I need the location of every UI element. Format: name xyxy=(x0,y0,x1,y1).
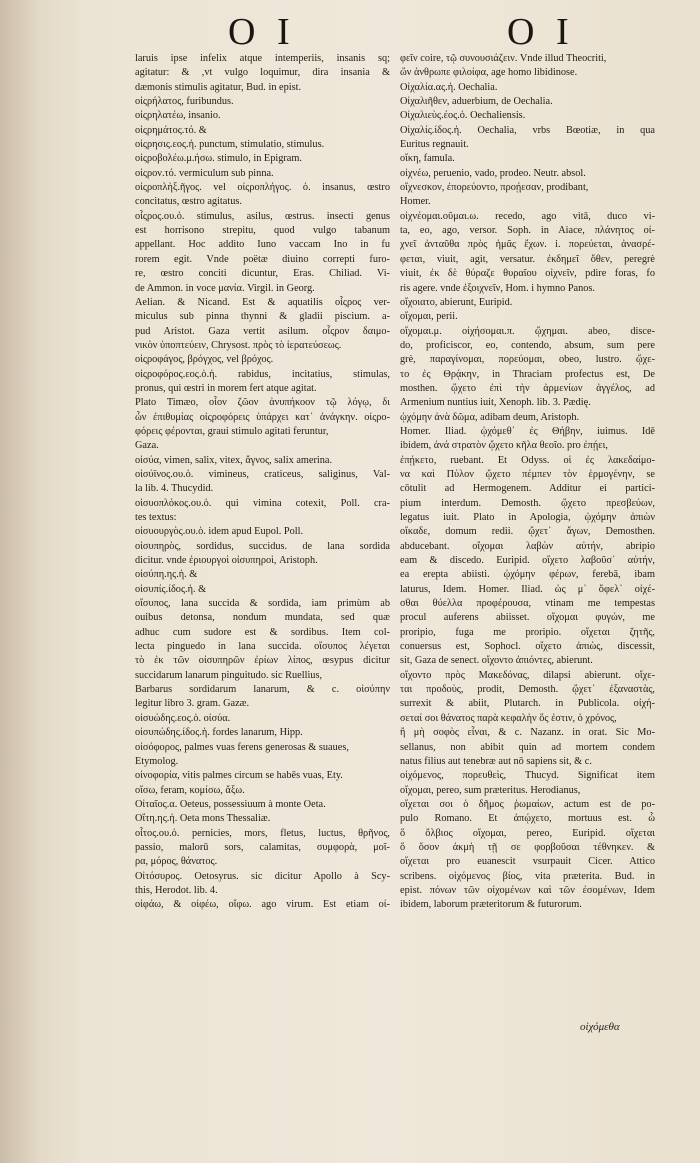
text-line: de Ammon. in voce μανία. Virgil. in Georg. xyxy=(135,282,315,294)
text-line: οἰφάω, & οἰφέω, οἴφω. ago virum. Est etiam οἰ- xyxy=(135,899,390,911)
text-line: est horrisono strepitu, quod vulgo tabanum xyxy=(135,225,390,237)
text-line: οἴχοιατο, abierunt, Euripid. xyxy=(400,296,513,308)
text-line: οἴκαδε, domum redii. ᾤχετ᾽ ἄγων, Demosthen. xyxy=(400,526,655,538)
text-line: οἰσυπίς.ίδος.ἡ. & xyxy=(135,583,207,595)
text-line: Οἰτόσυρος. Oetosyrus. sic dicitur Apollo à Scy- xyxy=(135,870,390,882)
text-line: viuit, ἐκ δὲ θύραζε θυραῖου οἰχνεῖν, pdire foras, fo xyxy=(400,268,655,280)
text-line: epist. πόνων τῶν οἰχομένων καὶ τῶν ἐσομένων, Idem xyxy=(400,884,655,896)
text-line: ἢ μὴ σοφὸς εἶναι, & c. Nazanz. in orat. Sic Mo- xyxy=(400,727,655,739)
spine-shadow xyxy=(0,0,40,1163)
text-line: οἰχνέομαι.οῦμαι.ω. recedo, ago vitā, duco vi- xyxy=(400,210,655,222)
text-line: procul auferens abiisset. οἴχομαι φυγών, me xyxy=(400,612,655,624)
catchword: οἰχόμεθα xyxy=(580,1021,620,1033)
text-line: οἰνοφορία, vitis palmes circum se habēs vuas, Ety. xyxy=(135,770,343,782)
text-line: miculus sub pinna thynni & gladii piscium. a- xyxy=(135,311,390,323)
text-line: οἴχεται pro euanescit vsurpauit Cicer. Attico xyxy=(400,856,655,868)
text-line: Homer. Iliad. ᾠχόμεθ᾽ ἐς Θήβην, iuimus. Idē xyxy=(400,425,655,437)
text-line: οἰσυοπλόκος.ου.ὁ. qui vimina cotexit, Poll. cra- xyxy=(135,497,390,509)
text-line: οἴχοντο πρὸς Μακεδόνας, dilapsi abierunt. οἴχε- xyxy=(400,669,655,681)
text-line: grè, παραγίνομαι, πορεύομαι, obeo, lustro. ᾤχε- xyxy=(400,354,655,366)
text-line: ea erepta abiisti. ᾠχόμην φέρων, ferebā, ibam xyxy=(400,569,655,581)
text-line: οἶςρος.ου.ὁ. stimulus, asilus, œstrus. insecti genus xyxy=(135,210,390,222)
text-line: pium interdum. Demosth. ᾤχετο πρεσβεύων, xyxy=(400,497,655,509)
text-line: οἴσυπος, lana succida & sordida, iam primùm ab xyxy=(135,598,390,610)
text-line: ᾠχόμην ἀνὰ δῶμα, adibam deum, Aristoph. xyxy=(400,411,580,423)
text-line: οἰσόφορος, palmes vuas ferens generosas & suaues, xyxy=(135,741,349,753)
text-line: Οἰταῖος.α. Oeteus, possessiuum à monte Oeta. xyxy=(135,798,326,810)
text-line: rorem egit. Vnde poëtæ diuino correpti furo- xyxy=(135,253,390,265)
text-line: Plato Timæo, οἷον ζῶον ἀνυπήκοον τῷ λόγῳ, δι xyxy=(135,397,390,409)
text-line: la lib. 4. Thucydid. xyxy=(135,483,214,495)
text-line: conuersus est, Sophocl. οἴχετο ἀπιὼς, discessit, xyxy=(400,641,655,653)
text-line: Οἰχαλιεὺς.έος.ὁ. Oechaliensis. xyxy=(400,110,526,122)
text-line: οἰςροφόρος.εος.ὁ.ἡ. rabidus, incitatius, stimulas, xyxy=(135,368,390,380)
text-line: ὧν ἐπιθυμίας οἰςροφόρεις ὑπάρχει κατ᾽ ἀνάγκην. οἰςρο- xyxy=(135,411,390,423)
text-line: pud Aristot. Gaza vertit asilum. οἶςρον δαιμο- xyxy=(135,325,390,337)
text-line: dicitur. vnde ἐριουργοὶ οἰσυπηροὶ, Aristoph. xyxy=(135,555,318,567)
running-head-left: O I xyxy=(228,11,296,53)
text-line: οἰςροπλὴξ.ῆγος. vel οἰςροπλήγος. ὁ. insanus, œstro xyxy=(135,182,390,194)
text-line: natus filius aut tenebræ aut nō sapiens sit, & c. xyxy=(400,755,592,767)
text-line: να καὶ Πύλον ᾤχετο πέμπεν τὸν ἑρμογένην, se xyxy=(400,468,655,480)
text-line: Gaza. xyxy=(135,440,159,452)
text-line: this, Herodot. lib. 4. xyxy=(135,884,218,896)
text-line: οἴχνεσκον, ἐπορεύοντο, προῄεσαν, prodibant, xyxy=(400,182,589,194)
text-line: οἰςρησις.εος.ἡ. punctum, stimulatio, stimulus. xyxy=(135,139,325,151)
text-line: σθαι θύελλα προφέρουσα, vtinam me tempestas xyxy=(400,598,655,610)
text-line: νικὸν ὑποπτεύειν, Chrysost. πρὸς τὸ ἱερατεύσεως. xyxy=(135,339,342,351)
text-line: οἰσυώδης.εος.ὁ. οἰσύα. xyxy=(135,712,231,724)
text-line: dæmonis stimulis agitatur, Bud. in epist. xyxy=(135,81,302,93)
text-line: οἰσυουργὸς.ου.ὁ. idem apud Eupol. Poll. xyxy=(135,526,304,538)
text-line: ρα, μόρος, θάνατος. xyxy=(135,856,218,868)
text-line: Euritus regnauit. xyxy=(400,139,469,151)
text-line: ἐπῄκετο, ruebant. Et Odyss. οἱ ἐς λακεδαίμο- xyxy=(400,454,655,466)
text-line: eam & discedo. Euripid. οἴχετο λαβοῦσ᾽ αὐτήν, xyxy=(400,555,655,567)
text-line: sellanus, non abibit quin ad mortem condem xyxy=(400,741,655,753)
text-line: Οἴτη.ης.ἡ. Oeta mons Thessaliæ. xyxy=(135,813,271,825)
text-line: laturus, Idem. Homer. Iliad. ὡς μ᾽ ὄφελ᾽ οἰχέ- xyxy=(400,583,655,595)
text-line: sit, Gaza de senect. οἴχοντο ἀπιόντες, abierunt. xyxy=(400,655,593,667)
text-line: οἴχεται σοι ὁ δῆμος ῥωμαίων, actum est de po- xyxy=(400,798,655,810)
text-line: abducebant. οἴχομαι λαβὼν αὐτήν, abripio xyxy=(400,540,655,552)
text-line: scribens. οἰχόμενος βίος, vita præterita. Bud. in xyxy=(400,870,655,882)
text-line: proripio, fuga me proripio. οἴχεται ζητῆς, xyxy=(400,626,655,638)
text-line: οἰςροβολέω.μ.ήσω. stimulo, in Epigram. xyxy=(135,153,302,165)
text-line: surrexit & abiit, Plutarch. in Publicola. οἰχή- xyxy=(400,698,655,710)
text-line: Etymolog. xyxy=(135,755,179,767)
text-line: legatus iuit. Plato in Apologia, ᾠχόμην ἀπιὼν xyxy=(400,512,655,523)
text-line: Aelian. & Nicand. Est & aquatilis οἶςρος ver- xyxy=(135,296,390,308)
text-line: ta, eo, ago, versor. Soph. in Aiace, πλάνητος οἰ- xyxy=(400,225,655,237)
text-line: laruis ipse infelix atque intemperiis, insanis sq; xyxy=(135,53,390,64)
text-line: οἰσύϊνος.ου.ὁ. vimineus, craticeus, saliginus, Val- xyxy=(135,468,390,480)
text-line: οἴχομαι, perii. xyxy=(400,311,458,323)
text-line: Barbarus sordidarum lanarum, & c. οἰσύπην xyxy=(135,684,390,696)
text-line: cōtulit ad Hermogenem. Additur ei partici- xyxy=(400,483,655,495)
text-line: οἴχομαι.μ. οἰχήσομαι.π. ᾤχημαι. abeo, disce- xyxy=(400,325,655,337)
text-line: τὸ ἐκ τῶν οἰσυπηρῶν ἐρίων λίπος, œsypus dicitur xyxy=(135,655,390,667)
text-line: Οἰχαλία.ας.ἡ. Oechalia. xyxy=(400,81,498,93)
text-line: οἰσύα, vimen, salix, vitex, ἄγνος, salix amerina. xyxy=(135,454,333,466)
text-line: φόρεις φέρονται, graui stimulo agitati feruntur, xyxy=(135,425,329,437)
text-line: οἶτος.ου.ὁ. pernicies, mors, fletus, luctus, θρῆνος, xyxy=(135,827,390,839)
text-line: ris agere. vnde ἐξοιχνεῖν, Hom. i hymno Panos. xyxy=(400,282,596,294)
text-line: pronus, qui œstri in morem fert atque agitat. xyxy=(135,382,317,394)
text-line: re, œstro conciti dicuntur, Eras. Chiliad. Vi- xyxy=(135,268,390,280)
text-line: οἴκη, famula. xyxy=(400,153,455,165)
text-line: Homer. xyxy=(400,196,431,208)
text-line: appellant. Hoc addito Iuno vaccam Ino in fu xyxy=(135,239,390,251)
text-line: σεταί σοι θάνατος παρὰ κεφαλὴν ὅς ἐστιν, ὁ χρόνος, xyxy=(400,712,617,724)
text-line: ibidem, laborum præteritorum & futurorum. xyxy=(400,899,582,911)
text-line: mosthen. ᾤχετο ἐπὶ τὴν ἀρμενίων ἀγγέλος, ad xyxy=(400,382,655,394)
text-line: οἴχομαι, pereo, sum præteritus. Herodianus, xyxy=(400,784,581,796)
text-line: passio, malorū sors, calamitas, συμφορὰ, μοῖ- xyxy=(135,841,390,853)
text-line: οἴσω, feram, κομίσω, ἄξω. xyxy=(135,784,245,796)
text-line: succidarum lanarum pinguitudo. sic Ruellius, xyxy=(135,669,323,681)
text-line: Οἰχαλίς.ίδος.ἡ. Oechalia, vrbs Bœotiæ, in qua xyxy=(400,124,655,136)
text-line: οἰσυπηρὸς, sordidus, succidus. de lana sordida xyxy=(135,540,390,552)
text-line: ὤν ἀνθρωπε φιλοίφα, age homo libidinose. xyxy=(400,67,578,79)
text-line: φεῖν coire, τῷ συνουσιάζειν. Vnde illud Theocriti, xyxy=(400,53,607,64)
text-line: agitatur: & ,vt vulgo loquimur, dira insania & xyxy=(135,67,390,79)
text-line: ὅ ὄλβιος οἴχομαι, pereo, Euripid. οἴχεται xyxy=(400,827,655,839)
text-line: do, proficiscor, eo, contendo, absum, sum pere xyxy=(400,339,655,351)
text-line: χνεῖ ἀνταῦθα πρὸς ἡμᾶς ἔχων. i. πορεύεται, ἀνασρέ- xyxy=(400,239,655,251)
text-line: οἰσύπη.ης.ἡ. & xyxy=(135,569,198,581)
text-line: ὅ ὅσον ἀκμὴ τῇ σε φορβοῦσαι τέθνηκεν. & xyxy=(400,841,655,853)
text-line: οἰχόμενος, πορευθεὶς, Thucyd. Significat item xyxy=(400,770,655,782)
text-line: Οἰχαλιῆθεν, aduerbium, de Oechalia. xyxy=(400,96,553,108)
right-column xyxy=(400,52,655,913)
text-line: legitur libro 3. gram. Gazæ. xyxy=(135,698,250,710)
text-line: tes textus: xyxy=(135,512,177,523)
text-line: οἰςρον.τό. vermiculum sub pinna. xyxy=(135,167,274,179)
text-line: adhuc cum sudore est & sordibus. Item col- xyxy=(135,626,390,638)
text-line: οἰςρημάτος.τό. & xyxy=(135,124,207,136)
text-line: concitatus, œstro agitatus. xyxy=(135,196,242,208)
text-line: Armenium nuntius iuit, Xenoph. lib. 3. Pædię. xyxy=(400,397,591,409)
text-line: οἰςροφάγος, βρόγχος, vel βρόχος. xyxy=(135,354,274,366)
text-line: το ἐς Θρᾴκην, in Thraciam profectus est, De xyxy=(400,368,655,380)
left-column xyxy=(135,52,390,913)
text-line: ibidem, ἀνά στρατὸν ᾤχετο κῆλα θεοῖο. pro ἐπῄει, xyxy=(400,440,608,452)
text-line: lecta pinguedo in lana succida. οἴσυπος λέγεται xyxy=(135,641,390,653)
text-line: ouibus detonsa, nondum mundata, sed quæ xyxy=(135,612,390,624)
text-line: οἰσυπώδης.ίδος.ἡ. fordes lanarum, Hipp. xyxy=(135,727,303,739)
text-line: οἰχνέω, peruenio, vado, prodeo. Neutr. absol. xyxy=(400,167,586,179)
text-line: οἰςρήλατος, furibundus. xyxy=(135,96,234,108)
text-line: pulo Romano. Et ἀπῴχετο, mortuus est. ὦ xyxy=(400,813,655,825)
text-line: οἰςρηλατέω, insanio. xyxy=(135,110,221,122)
text-line: φεται, viuit, agit, versatur. ἐκδημεῖ ὅθεν, peregrè xyxy=(400,253,655,265)
running-head-right: O I xyxy=(507,11,575,53)
text-line: ται προδοὺς, prodit, Demosth. ᾤχετ᾽ ἐξαναστὰς, xyxy=(400,684,655,696)
